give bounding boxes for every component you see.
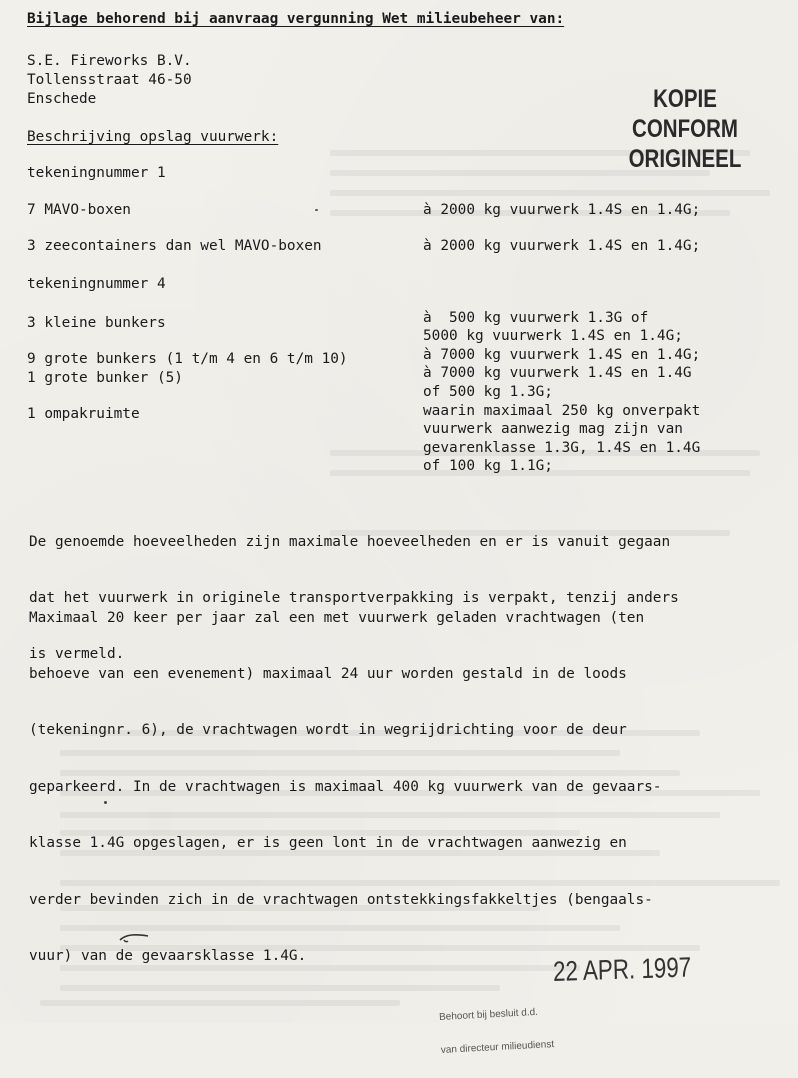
paragraph-line: geparkeerd. In de vrachtwagen is maximaal 400 kg vuurwerk van de gevaars- [29,778,662,795]
drawing-1-item-1: 7 MAVO-boxen [27,202,131,218]
paragraph-line: behoeve van een evenement) maximaal 24 uur worden gestald in de loods [29,665,627,682]
paragraph-line: is vermeld. [29,646,125,663]
pen-mark-icon [116,928,156,948]
decision-stamp [438,984,556,1078]
drawing-4-desc-line: waarin maximaal 250 kg onverpakt [423,403,701,419]
drawing-4-desc-line: à 7000 kg vuurwerk 1.4S en 1.4G; [423,347,701,363]
drawing-4-item-big-bunker: 1 grote bunker (5) [27,370,183,386]
paragraph-line: dat het vuurwerk in originele transportverpakking is verpakt, tenzij anders [29,589,679,606]
date-stamp: 22 APR. 1997 [552,951,692,987]
paragraph-line: (tekeningnr. 6), de vrachtwagen wordt in wegrijdrichting voor de deur [29,722,627,739]
drawing-1-desc-2: à 2000 kg vuurwerk 1.4S en 1.4G; [423,238,701,254]
drawing-1-heading: tekeningnummer 1 [27,165,166,181]
drawing-4-item-repack-room: 1 ompakruimte [27,406,140,422]
drawing-4-item-big-bunkers: 9 grote bunkers (1 t/m 4 en 6 t/m 10) [27,351,348,367]
drawing-1-item-2: 3 zeecontainers dan wel MAVO-boxen [27,238,322,254]
drawing-4-desc-line: of 100 kg 1.1G; [423,458,553,474]
drawing-4-item-small-bunkers: 3 kleine bunkers [27,315,166,331]
paragraph-line: verder bevinden zich in de vrachtwagen ontstekkingsfakkeltjes (bengaals- [29,891,653,908]
drawing-4-desc-line: of 500 kg 1.3G; [423,384,553,400]
company-name: S.E. Fireworks B.V. [27,53,192,69]
stamp-line-1: KOPIE CONFORM [632,85,738,143]
drawing-4-desc-line: à 500 kg vuurwerk 1.3G of [423,310,649,326]
speck-mark [315,209,318,211]
stamp-line-2: ORIGINEEL [628,145,742,173]
paragraph-line: Maximaal 20 keer per jaar zal een met vuurwerk geladen vrachtwagen (ten [29,609,645,626]
paragraph-line: klasse 1.4G opgeslagen, er is geen lont in de vrachtwagen aanwezig en [29,835,627,852]
company-city: Enschede [27,91,97,107]
decision-stamp-line-2: van directeur milieudienst [440,1039,555,1056]
section-title: Beschrijving opslag vuurwerk: [27,129,279,145]
document-header: Bijlage behorend bij aanvraag vergunning Wet milieubeheer van: [27,11,565,27]
drawing-4-desc-line: 5000 kg vuurwerk 1.4S en 1.4G; [423,328,683,344]
speck-mark [104,801,107,804]
paragraph-line: vuur) van de gevaarsklasse 1.4G. [29,947,307,964]
drawing-4-desc-line: gevarenklasse 1.3G, 1.4S en 1.4G [423,440,701,456]
drawing-4-desc-line: vuurwerk aanwezig mag zijn van [423,421,683,437]
bleed-through-line [330,190,770,196]
decision-stamp-line-1: Behoort bij besluit d.d. [438,1006,539,1024]
drawing-4-heading: tekeningnummer 4 [27,276,166,292]
paragraph-line: De genoemde hoeveelheden zijn maximale hoeveelheden en er is vanuit gegaan [29,533,671,550]
company-street: Tollensstraat 46-50 [27,72,192,88]
drawing-4-desc-line: à 7000 kg vuurwerk 1.4S en 1.4G [423,365,692,381]
kopie-conform-stamp [607,84,763,174]
drawing-1-desc-1: à 2000 kg vuurwerk 1.4S en 1.4G; [423,202,701,218]
